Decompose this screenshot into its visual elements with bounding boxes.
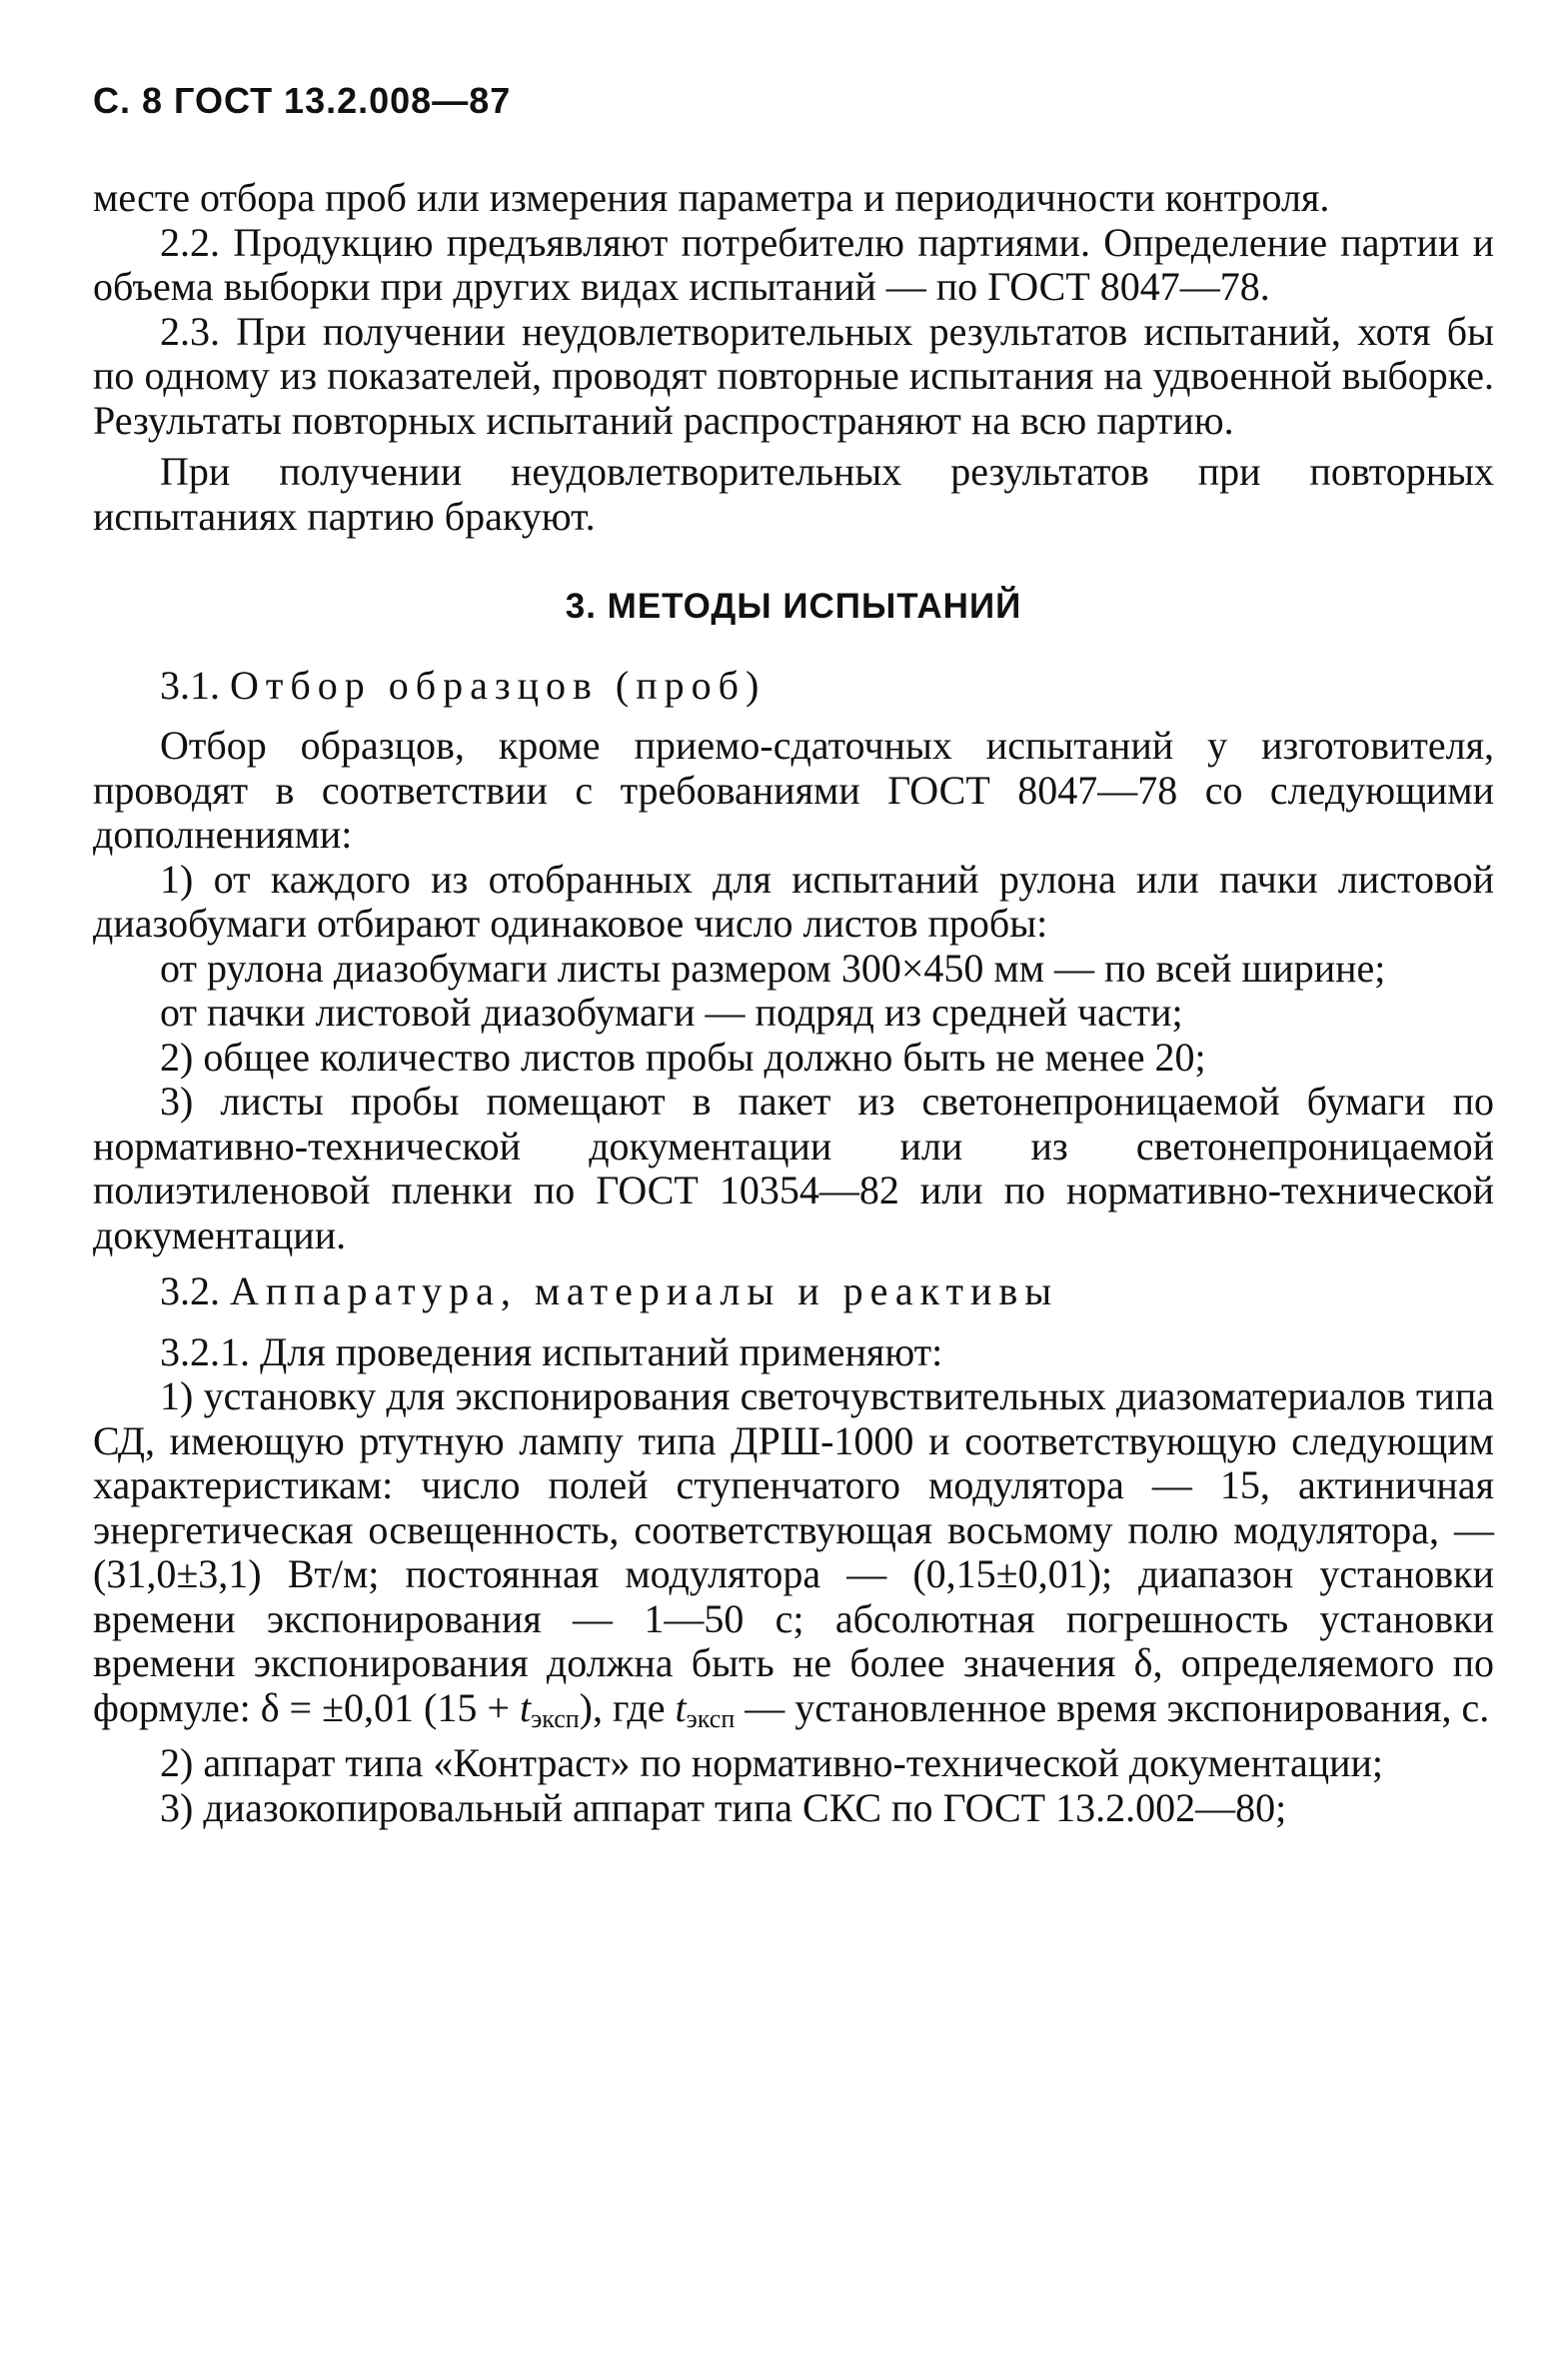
paragraph-3-2-1: 3.2.1. Для проведения испытаний применяют: — [160, 1328, 943, 1374]
list-item-3: 3) листы пробы помещают в пакет из светонепроницаемой бумаги по нормативно-технической документации или из светонепроницаемой полиэтиленовой пленки по ГОСТ 10354—82 или по нормативно-технической документации. — [93, 1079, 1494, 1257]
subsection-heading-3-2 — [93, 1269, 1494, 1314]
apparatus-1-text-end: — установленное время экспонирования, с. — [735, 1684, 1490, 1730]
list-item-roll: от рулона диазобумаги листы размером 300×450 мм — по всей ширине; — [160, 945, 1386, 991]
time-subscript: эксп — [686, 1703, 736, 1733]
paragraph-sampling-intro: Отбор образцов, кроме приемо-сдаточных испытаний у изготовителя, проводят в соответствии с требованиями ГОСТ 8047—78 со следующими дополнениями: — [93, 723, 1494, 857]
list-item-apparatus-2: 2) аппарат типа «Контраст» по нормативно-технической документации; — [160, 1740, 1384, 1785]
apparatus-1-text: 1) установку для экспонирования светочувствительных диазоматериалов типа СД, имеющую ртутную лампу типа ДРШ-1000 и соответствующую следующим характеристикам: число полей ступенчатого модулятора — 15, актиничная энергетическая освещенность, соответствующая восьмому полю модулятора, — (31,0±3,1) Вт/м; постоянная модулятора — (0,15±0,01); диапазон установки времени экспонирования — 1—50 с; абсолютная погрешность установки времени экспонирования должна быть не более значения δ, определяемого по формуле: δ = ±0,01 (15 + — [93, 1373, 1494, 1730]
section-heading: 3. МЕТОДЫ ИСПЫТАНИЙ — [565, 587, 1022, 626]
paragraph-2-3: 2.3. При получении неудовлетворительных результатов испытаний, хотя бы по одному из показателей, проводят повторные испытания на удвоенной выборке. Результаты повторных испытаний распространяют на всю партию. — [93, 308, 1494, 443]
subsection-title: Аппаратура, материалы и реактивы — [230, 1268, 1059, 1313]
paragraph-continuation: месте отбора проб или измерения параметра и периодичности контроля. — [93, 175, 1330, 220]
time-symbol: t — [519, 1684, 532, 1730]
paragraph-2-2: 2.2. Продукцию предъявляют потребителю партиями. Определение партии и объема выборки при других видах испытаний — по ГОСТ 8047—78. — [93, 219, 1494, 309]
list-item-2: 2) общее количество листов пробы должно быть не менее 20; — [160, 1034, 1206, 1080]
list-item-apparatus-3: 3) диазокопировальный аппарат типа СКС по ГОСТ 13.2.002—80; — [160, 1784, 1287, 1830]
list-item-pack: от пачки листовой диазобумаги — подряд из средней части; — [160, 990, 1183, 1035]
apparatus-1-text-mid: ), где — [579, 1684, 676, 1730]
subsection-heading-3-1 — [93, 664, 1494, 709]
document-body — [93, 176, 1494, 1830]
list-item-1: 1) от каждого из отобранных для испытаний рулона или пачки листовой диазобумаги отбирают одинаковое число листов пробы: — [93, 856, 1494, 946]
paragraph-rejection: При получении неудовлетворительных результатов при повторных испытаниях партию бракуют. — [93, 449, 1494, 539]
list-item-apparatus-1 — [93, 1374, 1494, 1741]
subsection-number: 3.2. — [160, 1268, 220, 1313]
subsection-number: 3.1. — [160, 662, 220, 708]
page-header: С. 8 ГОСТ 13.2.008—87 — [93, 80, 512, 121]
time-symbol: t — [675, 1684, 687, 1730]
subsection-title: Отбор образцов (проб) — [230, 662, 767, 708]
time-subscript: эксп — [531, 1703, 580, 1733]
